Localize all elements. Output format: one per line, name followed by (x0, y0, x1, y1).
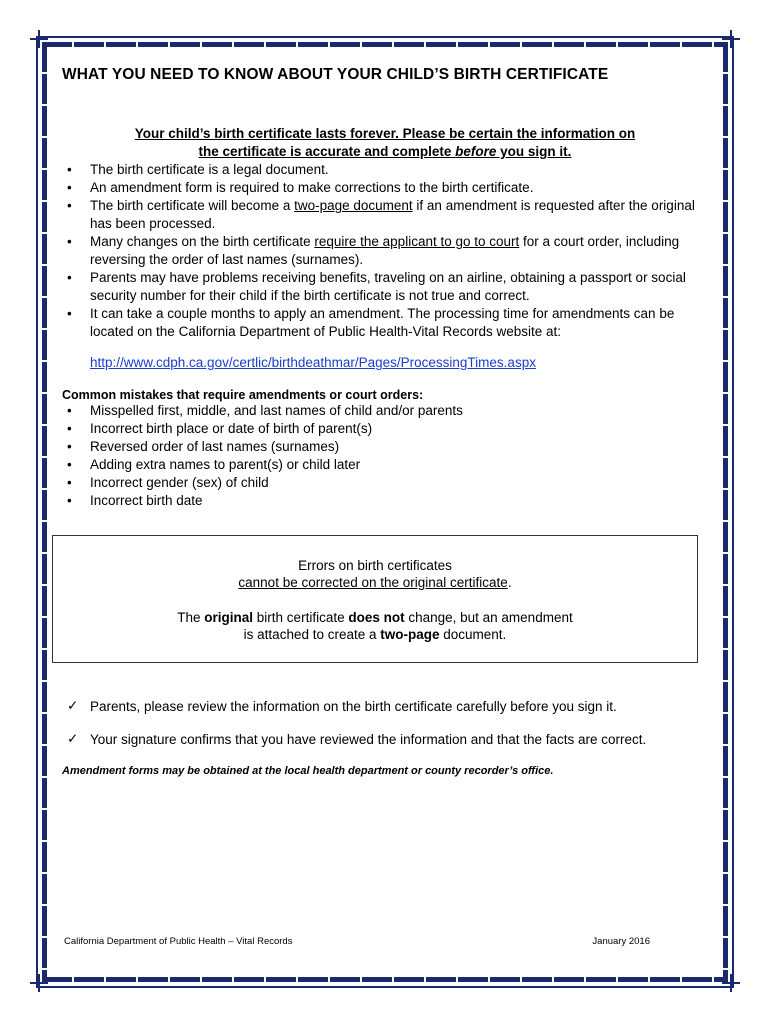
notice-text: is attached to create a (243, 627, 381, 642)
list-item-text: for a court order, including reversing the order of last names (surnames). (90, 234, 680, 267)
bullet-icon: • (67, 198, 72, 213)
list-item (62, 233, 716, 269)
notice-text: birth certificate (253, 610, 349, 625)
list-item (62, 402, 716, 420)
list-item-text: Incorrect birth place or date of birth of parent(s) (90, 421, 373, 436)
notice-box (52, 535, 698, 663)
facts-list (62, 161, 716, 341)
list-item-text: Incorrect gender (sex) of child (90, 475, 269, 490)
underlined-text: require the applicant to go to court (314, 234, 520, 249)
list-item-text: An amendment form is required to make corrections to the birth certificate. (90, 180, 534, 195)
list-item (62, 420, 716, 438)
list-item-text: Adding extra names to parent(s) or child later (90, 457, 361, 472)
bold-text: does not (348, 610, 405, 625)
checklist-item (62, 699, 716, 714)
processing-times-link[interactable]: http://www.cdph.ca.gov/certlic/birthdeathmar/Pages/ProcessingTimes.aspx (90, 355, 536, 370)
list-item-text: Incorrect birth date (90, 493, 203, 508)
bold-text: original (204, 610, 254, 625)
checklist (62, 699, 716, 747)
amendment-note: Amendment forms may be obtained at the local health department or county recorder’s office. (62, 765, 554, 777)
corner-ornament-top-left (30, 30, 48, 48)
bullet-icon: • (67, 162, 72, 177)
list-item (62, 305, 716, 341)
list-item-text: Reversed order of last names (surnames) (90, 439, 340, 454)
bullet-icon: • (67, 493, 72, 508)
bullet-icon: • (67, 439, 72, 454)
document-body (62, 66, 716, 777)
bullet-icon: • (67, 403, 72, 418)
border-ticks-left (42, 42, 47, 982)
subtitle-line-2 (62, 143, 708, 161)
notice-text: The (177, 610, 205, 625)
list-item (62, 438, 716, 456)
notice-text: change, but an amendment (404, 610, 573, 625)
checklist-text: Parents, please review the information on the birth certificate carefully before you sign it. (90, 699, 617, 714)
list-item-text: if an amendment is requested after the original has been processed. (90, 198, 695, 231)
bullet-icon: • (67, 270, 72, 285)
list-item (62, 474, 716, 492)
notice-line-3 (53, 609, 697, 626)
footer-date: January 2016 (592, 936, 650, 947)
bullet-icon: • (67, 457, 72, 472)
list-item (62, 492, 716, 510)
checklist-item (62, 732, 716, 747)
mistakes-list (62, 402, 716, 510)
list-item-text: Misspelled first, middle, and last names of child and/or parents (90, 403, 463, 418)
list-item-text: The birth certificate will become a (90, 198, 295, 213)
checkmark-icon: ✓ (67, 731, 79, 746)
subtitle-line-1: Your child’s birth certificate lasts forever. Please be certain the information on (134, 126, 636, 141)
notice-text: . (507, 575, 512, 590)
corner-ornament-bottom-left (30, 974, 48, 992)
corner-ornament-top-right (722, 30, 740, 48)
checklist-text: Your signature confirms that you have reviewed the information and that the facts are correct. (90, 732, 647, 747)
border-ticks-right (723, 42, 728, 982)
list-item-text: Many changes on the birth certificate (90, 234, 315, 249)
notice-text: document. (439, 627, 507, 642)
underlined-text: two-page document (294, 198, 413, 213)
bullet-icon: • (67, 421, 72, 436)
bullet-icon: • (67, 306, 72, 321)
notice-line-1: Errors on birth certificates (298, 558, 452, 573)
subtitle-emphasis: before (455, 144, 497, 159)
subtitle-text-end: you sign it. (496, 144, 572, 159)
list-item (62, 197, 716, 233)
list-item-text: The birth certificate is a legal document. (90, 162, 329, 177)
page-title: WHAT YOU NEED TO KNOW ABOUT YOUR CHILD’S BIRTH CERTIFICATE (62, 66, 609, 83)
footer-department: California Department of Public Health – Vital Records (64, 936, 293, 947)
list-item (62, 161, 716, 179)
mistakes-heading: Common mistakes that require amendments or court orders: (62, 388, 424, 402)
bullet-icon: • (67, 234, 72, 249)
underlined-text: cannot be corrected on the original certificate (238, 575, 508, 590)
bold-text: two-page (380, 627, 440, 642)
bullet-icon: • (67, 475, 72, 490)
list-item-text: Parents may have problems receiving benefits, traveling on an airline, obtaining a passport or social security number for their child if the birth certificate is not true and correct. (90, 270, 686, 303)
border-ticks-top (42, 42, 728, 47)
subtitle (62, 125, 716, 161)
checkmark-icon: ✓ (67, 698, 79, 713)
border-ticks-bottom (42, 977, 728, 982)
list-item (62, 269, 716, 305)
list-item (62, 456, 716, 474)
bullet-icon: • (67, 180, 72, 195)
list-item-text: It can take a couple months to apply an amendment. The processing time for amendments can be located on the California Department of Public Health-Vital Records website at: (90, 306, 675, 339)
subtitle-text: the certificate is accurate and complete (198, 144, 456, 159)
notice-line-4 (53, 626, 697, 643)
notice-line-2 (53, 574, 697, 591)
corner-ornament-bottom-right (722, 974, 740, 992)
list-item (62, 179, 716, 197)
